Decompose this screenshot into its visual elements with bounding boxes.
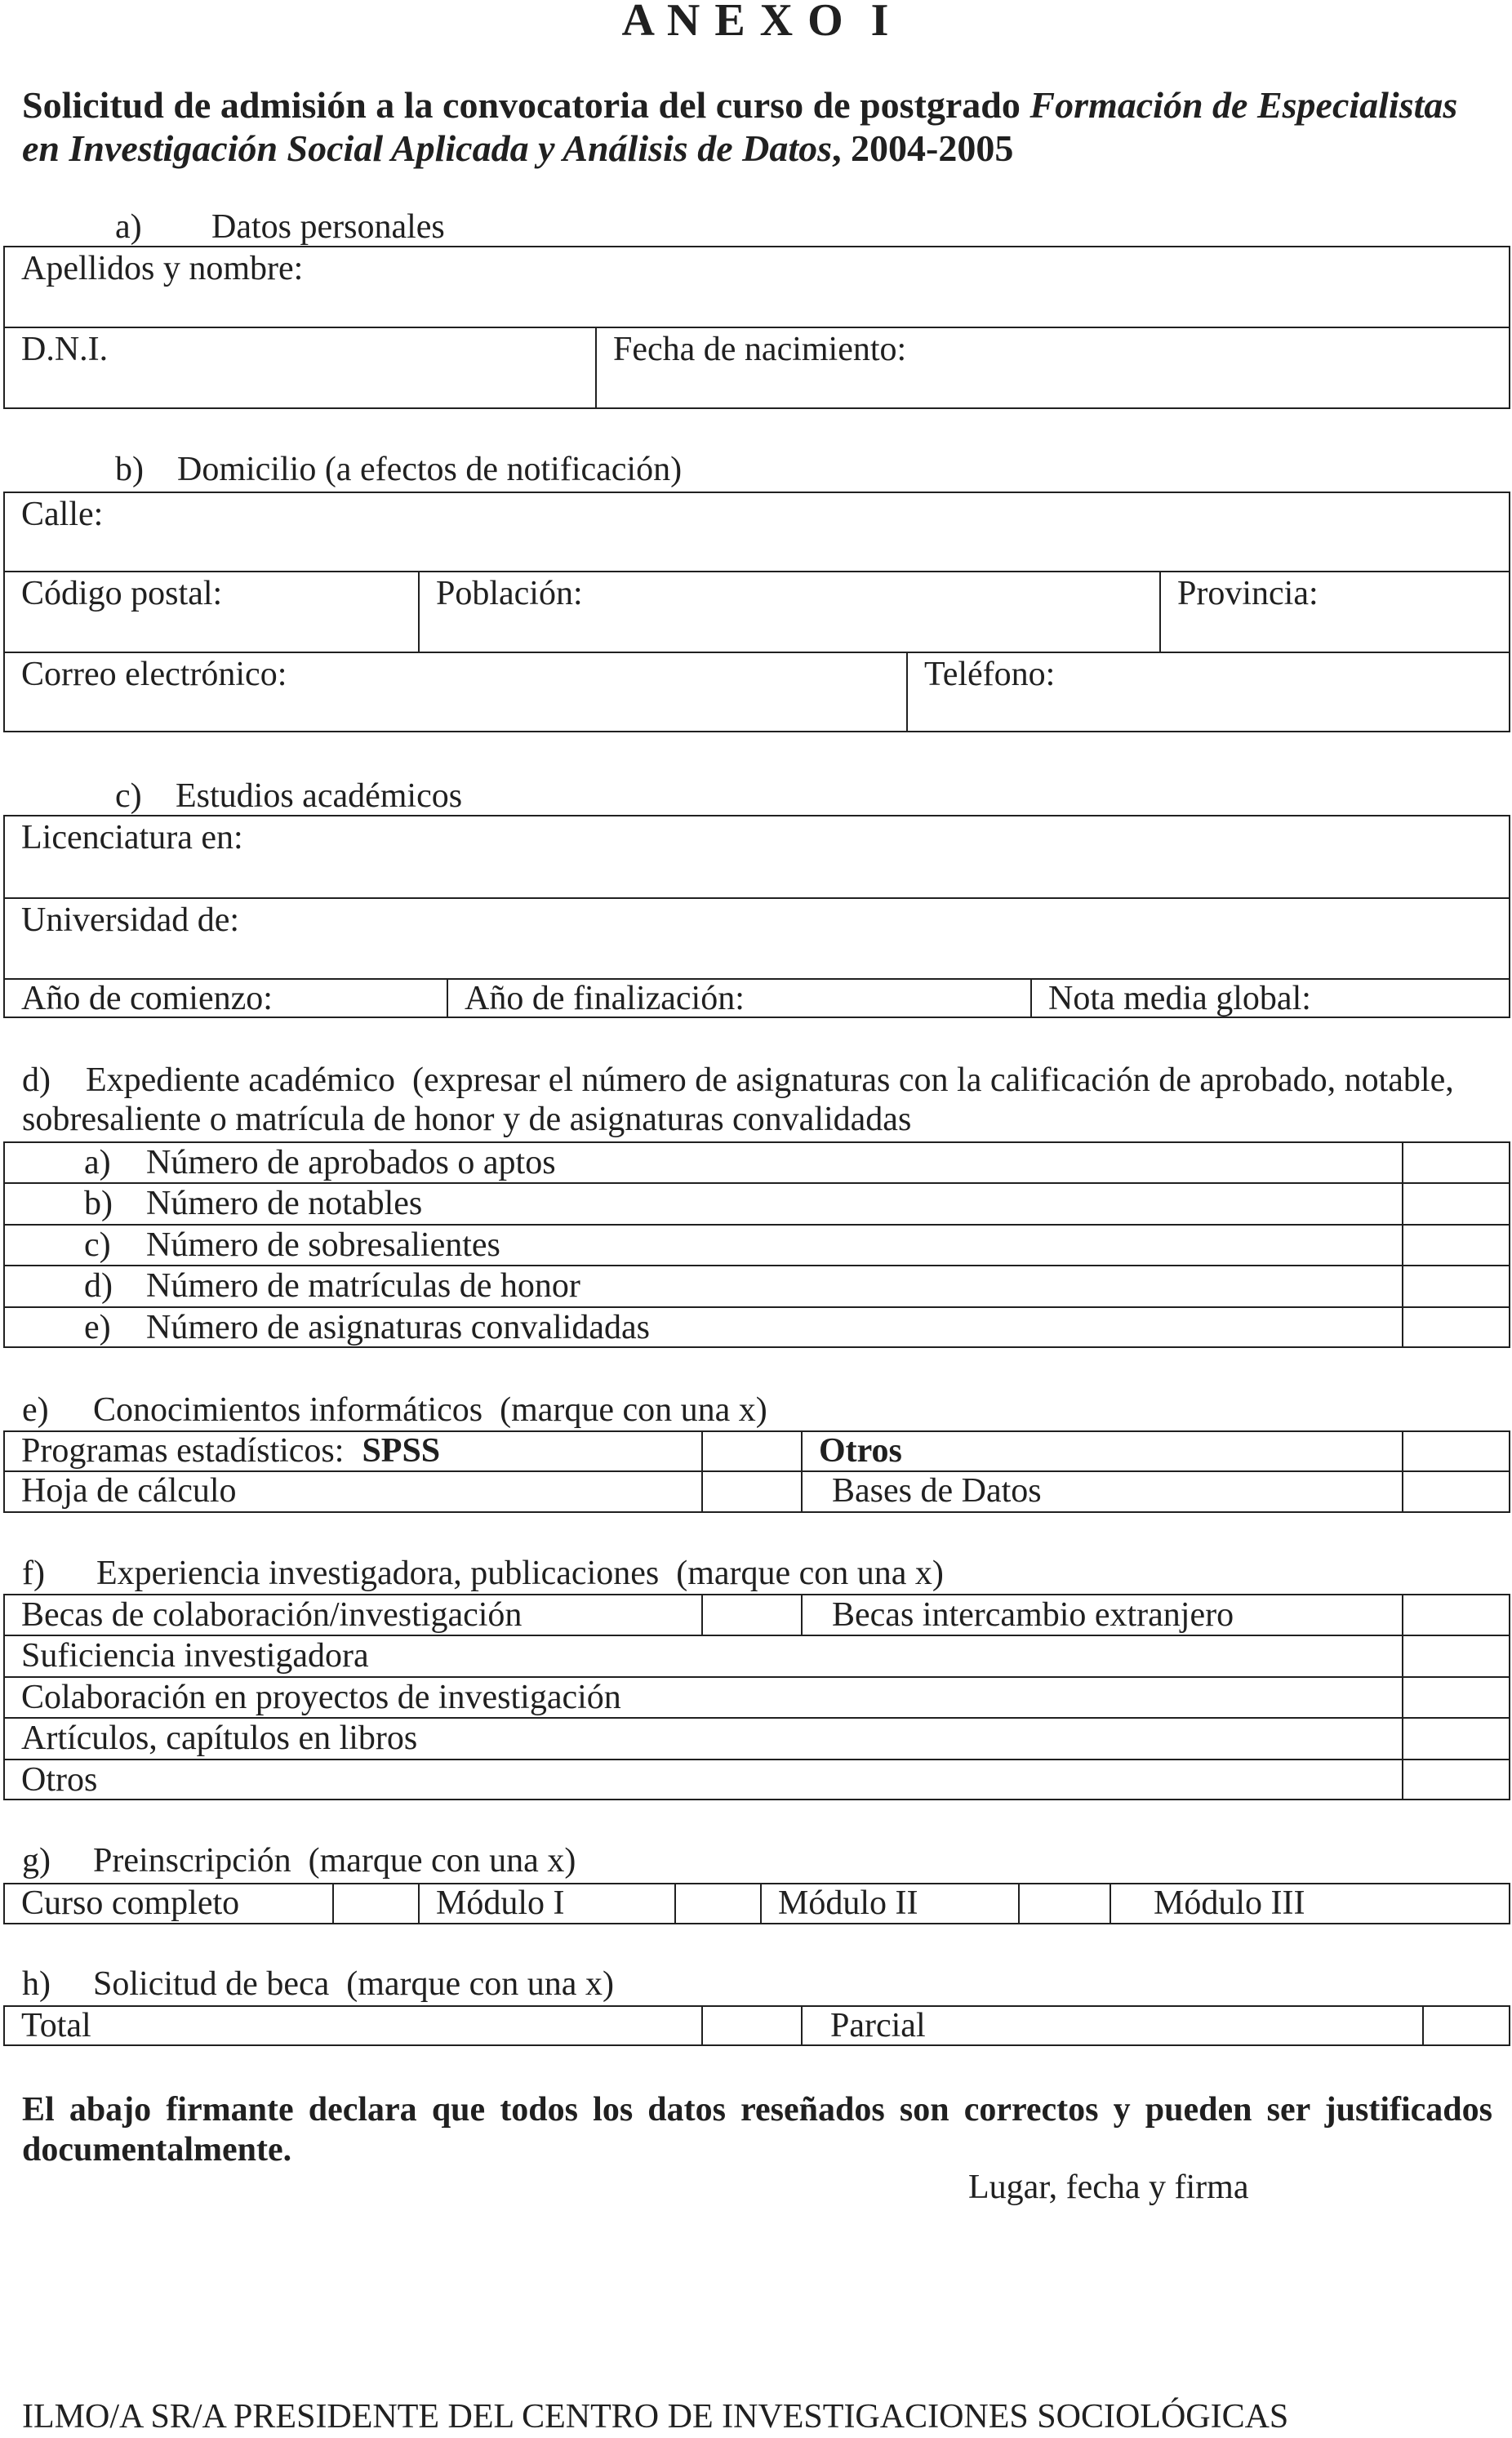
record-row xyxy=(5,1182,1509,1224)
form-heading-line-2 xyxy=(22,127,1013,170)
research-checkbox-cell xyxy=(1402,1719,1509,1759)
record-row-letter: b) xyxy=(84,1185,113,1222)
annex-title: A N E X O I xyxy=(621,0,891,46)
record-row-label: Número de aprobados o aptos xyxy=(146,1144,556,1181)
section-f-title: Experiencia investigadora, publicaciones (marque con una x) xyxy=(96,1555,944,1592)
computing-row-2 xyxy=(5,1470,1509,1511)
spreadsheet-cell xyxy=(5,1472,701,1511)
record-count-cell xyxy=(1402,1266,1509,1306)
module-2-checkbox-cell xyxy=(1018,1884,1110,1923)
section-h-letter: h) xyxy=(22,1965,51,2003)
town-label: Población: xyxy=(436,575,583,612)
section-b-title: Domicilio (a efectos de notificación) xyxy=(177,451,683,488)
record-count-cell xyxy=(1402,1143,1509,1182)
scholarship-table xyxy=(3,2005,1510,2046)
module-3-cell xyxy=(1110,1884,1509,1923)
research-row xyxy=(5,1759,1509,1799)
research-row-label: Suficiencia investigadora xyxy=(21,1637,369,1675)
average-grade-label: Nota media global: xyxy=(1048,980,1311,1017)
computing-skills-table xyxy=(3,1430,1510,1513)
street-row xyxy=(5,493,1509,571)
email-label: Correo electrónico: xyxy=(21,656,287,693)
section-h-title: Solicitud de beca (marque con una x) xyxy=(93,1965,614,2003)
dni-cell xyxy=(5,328,595,407)
heading-intro: Solicitud de admisión a la convocatoria del curso de postgrado xyxy=(22,84,1030,126)
exchange-grants-label: Becas intercambio extranjero xyxy=(832,1596,1234,1634)
collaboration-grants-cell xyxy=(5,1595,701,1635)
email-cell xyxy=(5,653,906,731)
record-count-cell xyxy=(1402,1308,1509,1346)
section-e-letter: e) xyxy=(22,1391,49,1429)
end-year-label: Año de finalización: xyxy=(465,980,745,1017)
spreadsheet-checkbox-cell xyxy=(701,1472,801,1511)
total-grant-checkbox-cell xyxy=(701,2007,801,2044)
birth-date-label: Fecha de nacimiento: xyxy=(613,331,907,368)
module-2-label: Módulo II xyxy=(778,1884,918,1922)
record-row-letter: c) xyxy=(84,1226,111,1264)
exchange-grants-cell xyxy=(801,1595,1402,1635)
research-row-label: Artículos, capítulos en libros xyxy=(21,1720,418,1757)
stats-programs-label: Programas estadísticos: xyxy=(21,1432,345,1470)
module-1-label: Módulo I xyxy=(436,1884,565,1922)
section-c-letter: c) xyxy=(115,777,142,815)
section-f-letter: f) xyxy=(22,1555,45,1592)
heading-course-name-part-2: en Investigación Social Aplicada y Análisis de Datos xyxy=(22,127,833,169)
postal-code-cell xyxy=(5,572,418,652)
research-row xyxy=(5,1635,1509,1676)
module-1-checkbox-cell xyxy=(674,1884,760,1923)
postal-code-label: Código postal: xyxy=(21,575,223,612)
research-checkbox-cell xyxy=(1402,1678,1509,1717)
spss-checkbox-cell xyxy=(701,1432,801,1470)
province-cell xyxy=(1159,572,1509,652)
section-g-title: Preinscripción (marque con una x) xyxy=(93,1842,576,1880)
province-label: Provincia: xyxy=(1177,575,1319,612)
studies-box xyxy=(3,815,1510,1018)
full-course-checkbox-cell xyxy=(332,1884,418,1923)
record-count-cell xyxy=(1402,1226,1509,1265)
full-course-cell xyxy=(5,1884,332,1923)
other-software-label: Otros xyxy=(819,1432,902,1470)
spreadsheet-label: Hoja de cálculo xyxy=(21,1472,237,1510)
heading-course-name-part-1: Formación de Especialistas xyxy=(1029,84,1458,126)
preregistration-table xyxy=(3,1883,1510,1924)
record-row-label: Número de asignaturas convalidadas xyxy=(146,1309,650,1346)
partial-grant-label: Parcial xyxy=(830,2007,926,2044)
research-checkbox-cell xyxy=(1402,1760,1509,1799)
module-2-cell xyxy=(760,1884,1018,1923)
id-row xyxy=(5,327,1509,407)
degree-label: Licenciatura en: xyxy=(21,819,243,856)
phone-cell xyxy=(906,653,1509,731)
spss-label: SPSS xyxy=(362,1432,441,1470)
databases-checkbox-cell xyxy=(1402,1472,1509,1511)
section-g-letter: g) xyxy=(22,1842,51,1880)
academic-record-table xyxy=(3,1141,1510,1348)
signature-label: Lugar, fecha y firma xyxy=(968,2169,1249,2206)
start-year-cell xyxy=(5,980,447,1017)
section-b-letter: b) xyxy=(115,451,144,488)
personal-data-box xyxy=(3,246,1510,409)
exchange-grants-checkbox-cell xyxy=(1402,1595,1509,1635)
section-a-title: Datos personales xyxy=(211,208,445,246)
full-name-row xyxy=(5,247,1509,327)
record-row-label: Número de notables xyxy=(146,1185,423,1222)
research-row-label: Otros xyxy=(21,1761,98,1799)
section-d-letter: d) xyxy=(22,1061,51,1099)
phone-label: Teléfono: xyxy=(924,656,1056,693)
total-grant-cell xyxy=(5,2007,701,2044)
partial-grant-checkbox-cell xyxy=(1422,2007,1509,2044)
addressee-line: ILMO/A SR/A PRESIDENTE DEL CENTRO DE INVESTIGACIONES SOCIOLÓGICAS xyxy=(22,2398,1289,2436)
university-row xyxy=(5,897,1509,978)
heading-academic-year: , 2004-2005 xyxy=(832,127,1014,169)
form-heading-line-1 xyxy=(22,83,1457,127)
databases-label: Bases de Datos xyxy=(832,1472,1042,1510)
record-row xyxy=(5,1265,1509,1306)
section-c-title: Estudios académicos xyxy=(176,777,463,815)
start-year-label: Año de comienzo: xyxy=(21,980,273,1017)
university-label: Universidad de: xyxy=(21,901,240,939)
research-experience-table xyxy=(3,1594,1510,1800)
research-row-grants xyxy=(5,1595,1509,1635)
town-cell xyxy=(418,572,1159,652)
record-row-label: Número de sobresalientes xyxy=(146,1226,500,1264)
preregistration-row xyxy=(5,1884,1509,1923)
research-row xyxy=(5,1717,1509,1759)
address-box xyxy=(3,492,1510,732)
record-row xyxy=(5,1306,1509,1346)
section-a-letter: a) xyxy=(115,208,142,246)
contact-row xyxy=(5,652,1509,731)
research-checkbox-cell xyxy=(1402,1636,1509,1676)
collaboration-grants-label: Becas de colaboración/investigación xyxy=(21,1596,523,1634)
databases-cell xyxy=(801,1472,1402,1511)
section-d-title: Expediente académico (expresar el número de asignaturas con la calificación de aprobado, notable, sobresaliente o matrícula de honor y de asignaturas convalidadas xyxy=(22,1061,1463,1138)
record-row xyxy=(5,1143,1509,1182)
record-count-cell xyxy=(1402,1184,1509,1224)
other-software-cell xyxy=(801,1432,1402,1470)
stats-programs-text xyxy=(21,1432,440,1470)
total-grant-label: Total xyxy=(21,2007,91,2044)
research-row xyxy=(5,1676,1509,1717)
record-row-letter: d) xyxy=(84,1267,113,1305)
record-row xyxy=(5,1224,1509,1265)
dni-label: D.N.I. xyxy=(21,331,109,368)
average-grade-cell xyxy=(1030,980,1509,1017)
record-row-letter: e) xyxy=(84,1309,111,1346)
years-row xyxy=(5,978,1509,1017)
other-software-checkbox-cell xyxy=(1402,1432,1509,1470)
section-d-heading xyxy=(22,1061,1492,1139)
locality-row xyxy=(5,571,1509,652)
module-1-cell xyxy=(418,1884,674,1923)
record-row-label: Número de matrículas de honor xyxy=(146,1267,580,1305)
research-row-label: Colaboración en proyectos de investigación xyxy=(21,1679,621,1716)
street-label: Calle: xyxy=(21,496,104,533)
partial-grant-cell xyxy=(801,2007,1422,2044)
declaration-text: El abajo firmante declara que todos los datos reseñados son correctos y pueden ser justificados documentalmente. xyxy=(22,2091,1492,2169)
stats-programs-cell xyxy=(5,1432,701,1470)
collaboration-grants-checkbox-cell xyxy=(701,1595,801,1635)
computing-row-1 xyxy=(5,1432,1509,1470)
full-name-label: Apellidos y nombre: xyxy=(21,250,304,287)
degree-row xyxy=(5,816,1509,897)
record-row-letter: a) xyxy=(84,1144,111,1181)
end-year-cell xyxy=(447,980,1030,1017)
full-course-label: Curso completo xyxy=(21,1884,240,1922)
module-3-label: Módulo III xyxy=(1154,1884,1305,1922)
scholarship-row xyxy=(5,2007,1509,2044)
section-e-title: Conocimientos informáticos (marque con una x) xyxy=(93,1391,767,1429)
birth-date-cell xyxy=(595,328,1509,407)
